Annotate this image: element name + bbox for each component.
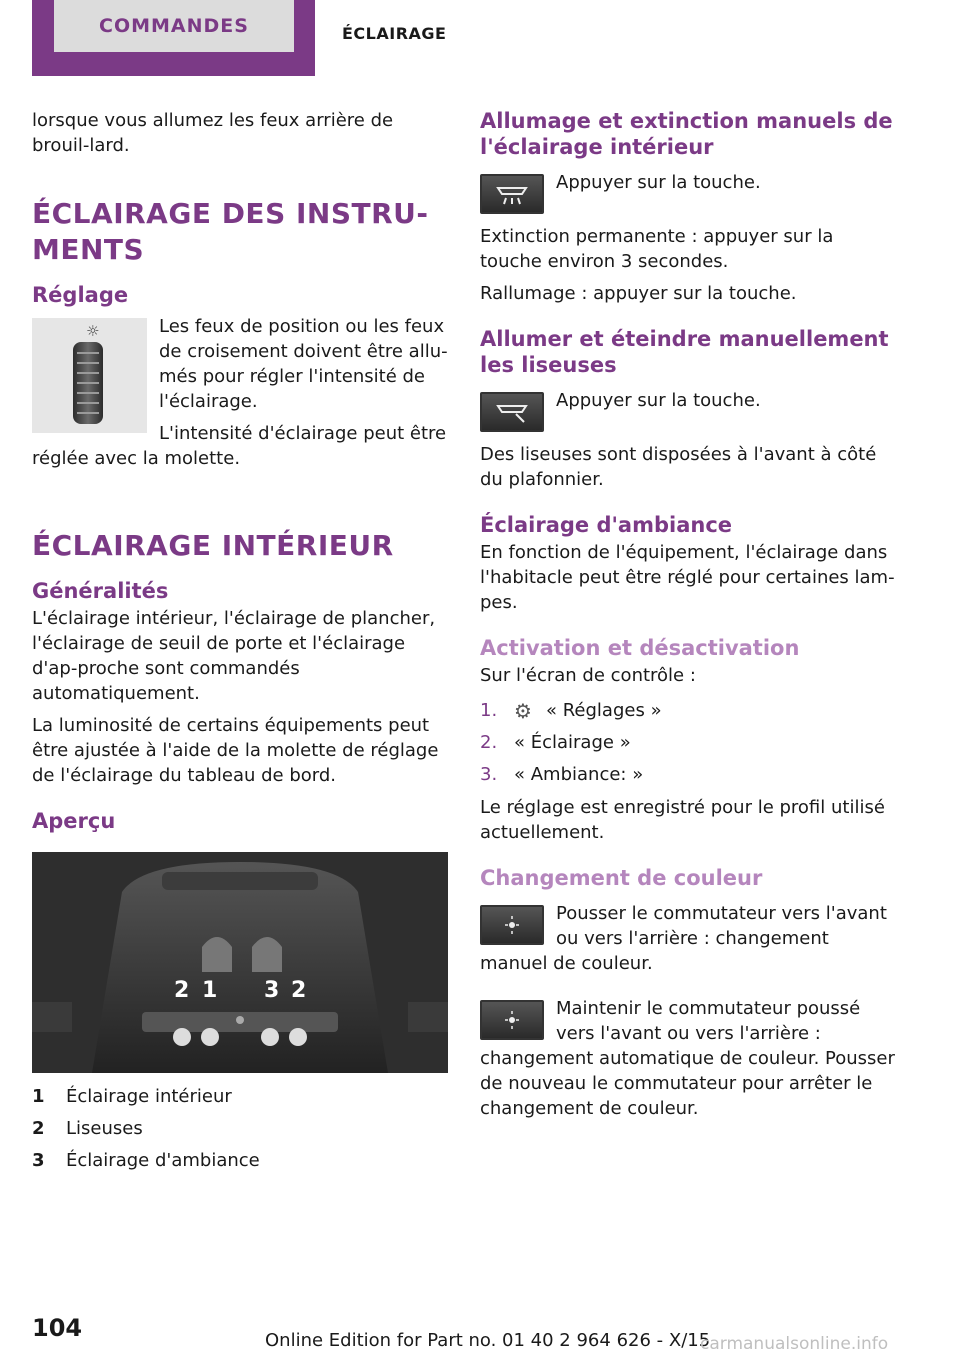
dimmer-wheel-image xyxy=(32,318,147,433)
page-number: 104 xyxy=(32,1314,83,1342)
color-switch-icon xyxy=(482,907,542,943)
overhead-console-image xyxy=(32,852,448,1073)
overview-legend xyxy=(32,1081,450,1177)
dimmer-wheel xyxy=(73,342,103,424)
step-item: 3. « Ambiance: » xyxy=(480,764,644,785)
reglage-text-2: L'intensité d'éclairage peut être réglée avec la molette. xyxy=(32,423,447,469)
header-tabs xyxy=(0,0,960,76)
overview-label-2b: 2 xyxy=(291,978,307,1003)
apercu-title: Aperçu xyxy=(32,809,116,833)
overview-label-3: 3 xyxy=(264,978,280,1003)
reglage-text-1: Les feux de position ou les feux de croisement doivent être allu-més pour régler l'intensité de l'éclairage. xyxy=(159,316,448,412)
legend-item: 2 Liseuses xyxy=(32,1118,143,1139)
activation-text: Sur l'écran de contrôle : xyxy=(480,665,696,686)
ambient-title: Éclairage d'ambiance xyxy=(480,513,733,537)
tab-commandes-label: COMMANDES xyxy=(99,15,249,37)
color-switch-icon xyxy=(482,1002,542,1038)
right-column xyxy=(480,108,898,1128)
watermark: carmanualsonline.info xyxy=(700,1334,889,1354)
generalites-text-1: L'éclairage intérieur, l'éclairage de plancher, l'éclairage de seuil de porte et l'éclairage d'ap-proche sont commandés automatiquement. xyxy=(32,608,436,704)
generalites-text-2: La luminosité de certains équipements peut être ajustée à l'aide de la molette de réglage de l'éclairage du tableau de bord. xyxy=(32,715,439,786)
overhead-console-illustration xyxy=(32,852,448,1073)
reading-light-icon xyxy=(482,394,542,430)
interior-light-button-image xyxy=(480,174,544,214)
manual-interior-title: Allumage et extinction manuels de l'éclairage intérieur xyxy=(480,109,893,159)
color-switch-image-1 xyxy=(480,905,544,945)
legend-item: 3 Éclairage d'ambiance xyxy=(32,1150,260,1171)
interior-title: ÉCLAIRAGE INTÉRIEUR xyxy=(32,529,394,562)
manual-text-3: Rallumage : appuyer sur la touche. xyxy=(480,283,797,304)
step-item: 1. ⚙ « Réglages » xyxy=(480,695,898,727)
reading-text-1: Appuyer sur la touche. xyxy=(556,390,761,411)
color-change-title: Changement de couleur xyxy=(480,866,763,890)
manual-text-1: Appuyer sur la touche. xyxy=(556,172,761,193)
reading-light-button-image xyxy=(480,392,544,432)
activation-steps xyxy=(480,695,898,791)
tab-eclairage[interactable]: ÉCLAIRAGE xyxy=(342,24,447,43)
overview-label-1: 1 xyxy=(202,978,218,1003)
activation-title: Activation et désactivation xyxy=(480,636,800,660)
settings-gear-icon: ⚙ xyxy=(514,699,532,723)
color-text-1: Pousser le commutateur vers l'avant ou vers l'arrière : changement manuel de couleur. xyxy=(480,903,887,974)
manual-text-2: Extinction permanente : appuyer sur la touche environ 3 secondes. xyxy=(480,226,834,272)
saved-text: Le réglage est enregistré pour le profil utilisé actuellement. xyxy=(480,797,885,843)
reglage-title: Réglage xyxy=(32,283,129,307)
interior-light-icon xyxy=(482,176,542,212)
instruments-title: ÉCLAIRAGE DES INSTRU-MENTS xyxy=(32,197,429,266)
legend-item: 1 Éclairage intérieur xyxy=(32,1086,232,1107)
color-text-2: Maintenir le commutateur poussé vers l'avant ou vers l'arrière : changement automatique de couleur. Pousser de nouveau le commutateur pour arrêter le changement de couleur. xyxy=(480,998,895,1119)
tab-commandes[interactable] xyxy=(32,0,315,76)
reading-text-2: Des liseuses sont disposées à l'avant à côté du plafonnier. xyxy=(480,444,877,490)
edition-footer: Online Edition for Part no. 01 40 2 964 626 - X/15 xyxy=(265,1330,711,1351)
left-column xyxy=(32,108,450,1177)
generalites-title: Généralités xyxy=(32,579,169,603)
reading-lights-title: Allumer et éteindre manuellement les liseuses xyxy=(480,327,889,377)
ambient-text: En fonction de l'équipement, l'éclairage dans l'habitacle peut être réglé pour certaines lam-pes. xyxy=(480,542,895,613)
overview-label-2a: 2 xyxy=(174,978,190,1003)
light-dimmer-icon: ☼ xyxy=(86,322,100,340)
intro-text: lorsque vous allumez les feux arrière de brouil-lard. xyxy=(32,110,394,156)
color-switch-image-2 xyxy=(480,1000,544,1040)
step-item: 2. « Éclairage » xyxy=(480,732,631,753)
